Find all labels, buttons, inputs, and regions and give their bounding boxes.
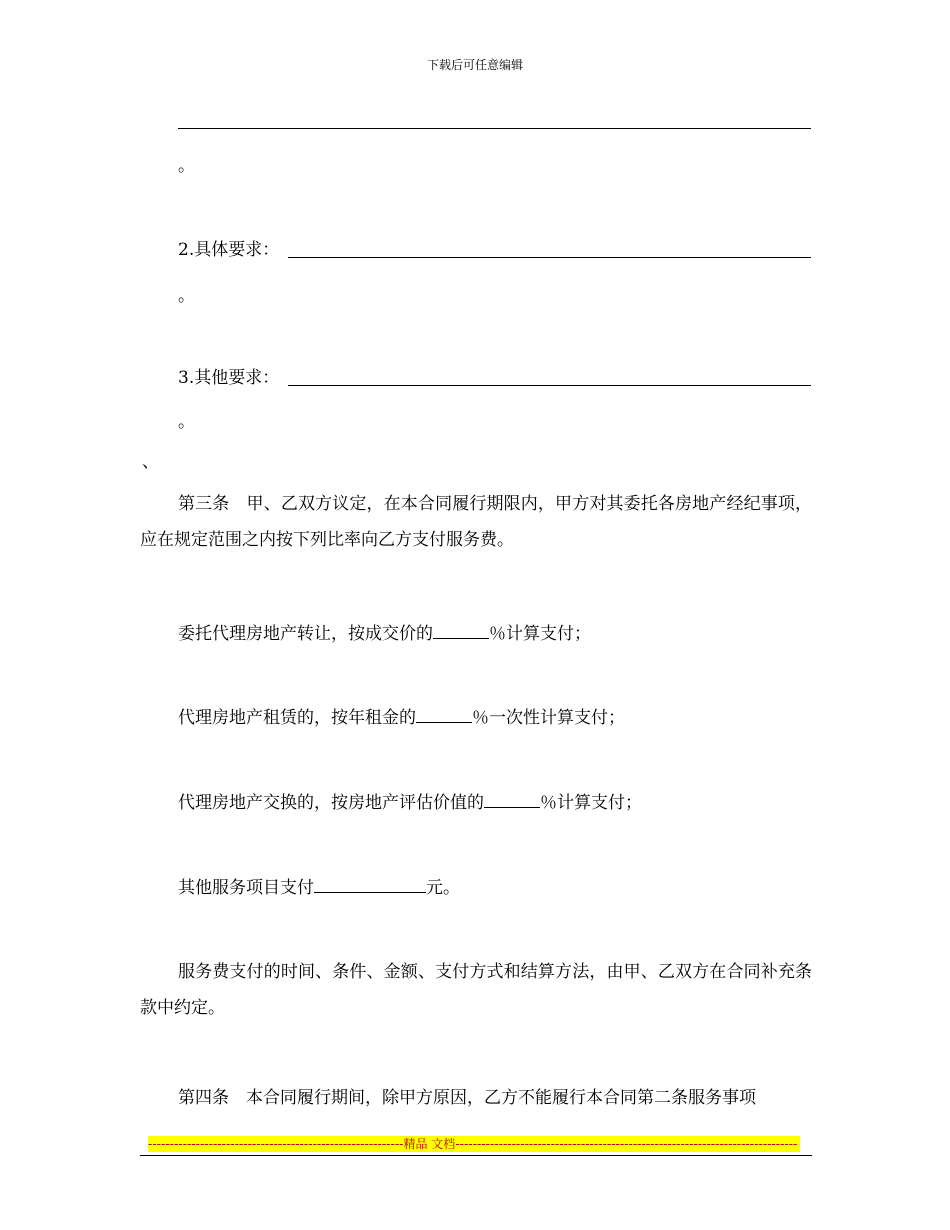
item-3-fill-line [288,385,811,386]
fee-transfer-prefix: 委托代理房地产转让，按成交价的 [178,624,433,644]
fee-other-prefix: 其他服务项目支付 [178,878,314,898]
fee-exchange-suffix: ％计算支付； [540,793,642,813]
footer-label: 精品 文档 [403,1137,456,1151]
fee-exchange-blank [484,792,540,808]
article-4-paragraph: 第四条 本合同履行期间，除甲方原因，乙方不能履行本合同第二条服务事项 [178,1088,756,1108]
period-mark: 。 [178,156,195,176]
item-3-label: 3.其他要求： [178,368,280,388]
page-header: 下载后可任意编辑 [426,58,523,72]
payment-terms-paragraph: 服务费支付的时间、条件、金额、支付方式和结算方法，由甲、乙双方在合同补充条款中约定。 [140,962,812,1018]
stray-mark: 、 [142,452,159,472]
period-mark: 。 [178,286,195,306]
fee-lease-line [178,707,625,728]
footer-left-dashes: ----------------------------------------------------------- [148,1137,404,1151]
fee-exchange-prefix: 代理房地产交换的，按房地产评估价值的 [178,793,484,813]
fee-lease-prefix: 代理房地产租赁的，按年租金的 [178,708,416,728]
fee-lease-blank [416,707,472,723]
fee-other-suffix: 元。 [426,878,460,898]
footer-rule [140,1155,812,1156]
fee-lease-suffix: ％一次性计算支付； [472,708,625,728]
fee-other-blank [314,877,426,893]
item-2-fill-line [288,257,811,258]
footer-right-dashes: ------------------------------------------------------------------------------- [455,1137,798,1151]
period-mark: 。 [178,412,195,432]
fee-other-line [178,877,460,898]
footer-banner [148,1136,800,1152]
article-3-paragraph: 第三条 甲、乙双方议定，在本合同履行期限内，甲方对其委托各房地产经纪事项，应在规定范围之内按下列比率向乙方支付服务费。 [140,494,812,550]
item-2-label: 2.具体要求： [178,240,280,260]
fee-exchange-line [178,792,642,813]
fee-transfer-suffix: ％计算支付； [489,624,591,644]
fee-transfer-line [178,623,591,644]
fee-transfer-blank [433,623,489,639]
fill-in-line [178,128,811,129]
